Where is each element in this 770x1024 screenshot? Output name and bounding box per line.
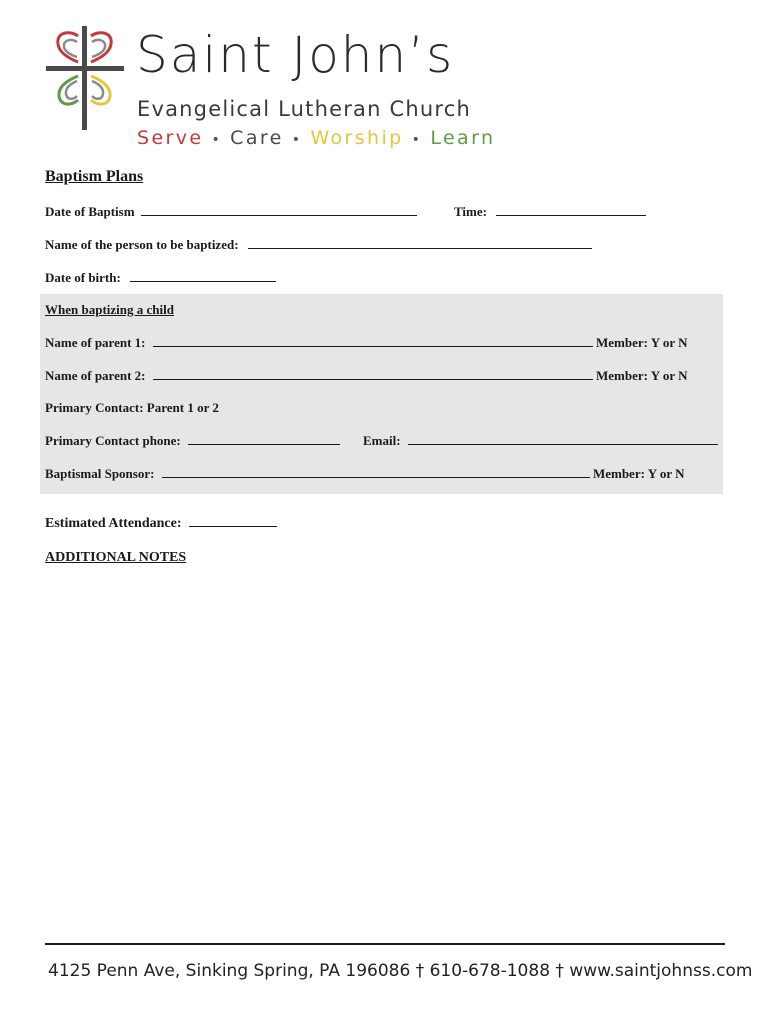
primary-phone-field[interactable] — [188, 433, 340, 445]
time-row — [454, 204, 646, 220]
tagline-worship: Worship — [310, 127, 404, 149]
tagline-serve: Serve — [137, 127, 204, 149]
person-name-label: Name of the person to be baptized: — [45, 237, 239, 252]
date-of-baptism-field[interactable] — [141, 204, 417, 216]
person-name-row — [45, 237, 592, 253]
attendance-field[interactable] — [189, 515, 277, 527]
attendance-row — [45, 515, 277, 532]
primary-phone-label: Primary Contact phone: — [45, 433, 181, 448]
church-name: Saint John’s — [136, 26, 455, 84]
sponsor-field[interactable] — [162, 466, 590, 478]
date-of-birth-row — [45, 270, 276, 286]
primary-phone-row — [45, 433, 340, 449]
time-field[interactable] — [496, 204, 646, 216]
child-section — [40, 294, 723, 494]
footer-contact: 4125 Penn Ave, Sinking Spring, PA 196086 † 610-678-1088 † www.saintjohnss.com — [48, 961, 753, 981]
child-section-heading: When baptizing a child — [45, 302, 174, 317]
date-of-baptism-row — [45, 204, 417, 220]
parent2-label: Name of parent 2: — [45, 368, 146, 383]
time-label: Time: — [454, 204, 487, 219]
tagline-care: Care — [230, 127, 284, 149]
parent2-member[interactable]: Member: Y or N — [596, 368, 688, 383]
form-title: Baptism Plans — [45, 168, 144, 185]
parent2-row — [45, 368, 688, 384]
person-name-field[interactable] — [248, 237, 592, 249]
church-subtitle: Evangelical Lutheran Church — [137, 97, 472, 121]
tagline-separator: • — [411, 132, 423, 148]
additional-notes-heading: ADDITIONAL NOTES — [45, 550, 187, 565]
date-of-baptism-label: Date of Baptism — [45, 204, 135, 219]
parent1-field[interactable] — [153, 335, 593, 347]
email-field[interactable] — [408, 433, 718, 445]
parent1-member[interactable]: Member: Y or N — [596, 335, 688, 350]
tagline-learn: Learn — [430, 127, 496, 149]
tagline-separator: • — [211, 132, 223, 148]
sponsor-label: Baptismal Sponsor: — [45, 466, 155, 481]
email-row — [363, 433, 718, 449]
email-label: Email: — [363, 433, 401, 448]
cross-with-hearts-icon — [44, 22, 126, 132]
church-tagline — [137, 126, 495, 152]
footer-divider — [45, 943, 725, 945]
primary-contact-row[interactable]: Primary Contact: Parent 1 or 2 — [45, 400, 219, 415]
parent2-field[interactable] — [153, 368, 593, 380]
parent1-label: Name of parent 1: — [45, 335, 146, 350]
attendance-label: Estimated Attendance: — [45, 516, 182, 531]
date-of-birth-label: Date of birth: — [45, 270, 121, 285]
tagline-separator: • — [291, 132, 303, 148]
sponsor-row — [45, 466, 685, 482]
date-of-birth-field[interactable] — [130, 270, 276, 282]
parent1-row — [45, 335, 688, 351]
sponsor-member[interactable]: Member: Y or N — [592, 466, 685, 481]
